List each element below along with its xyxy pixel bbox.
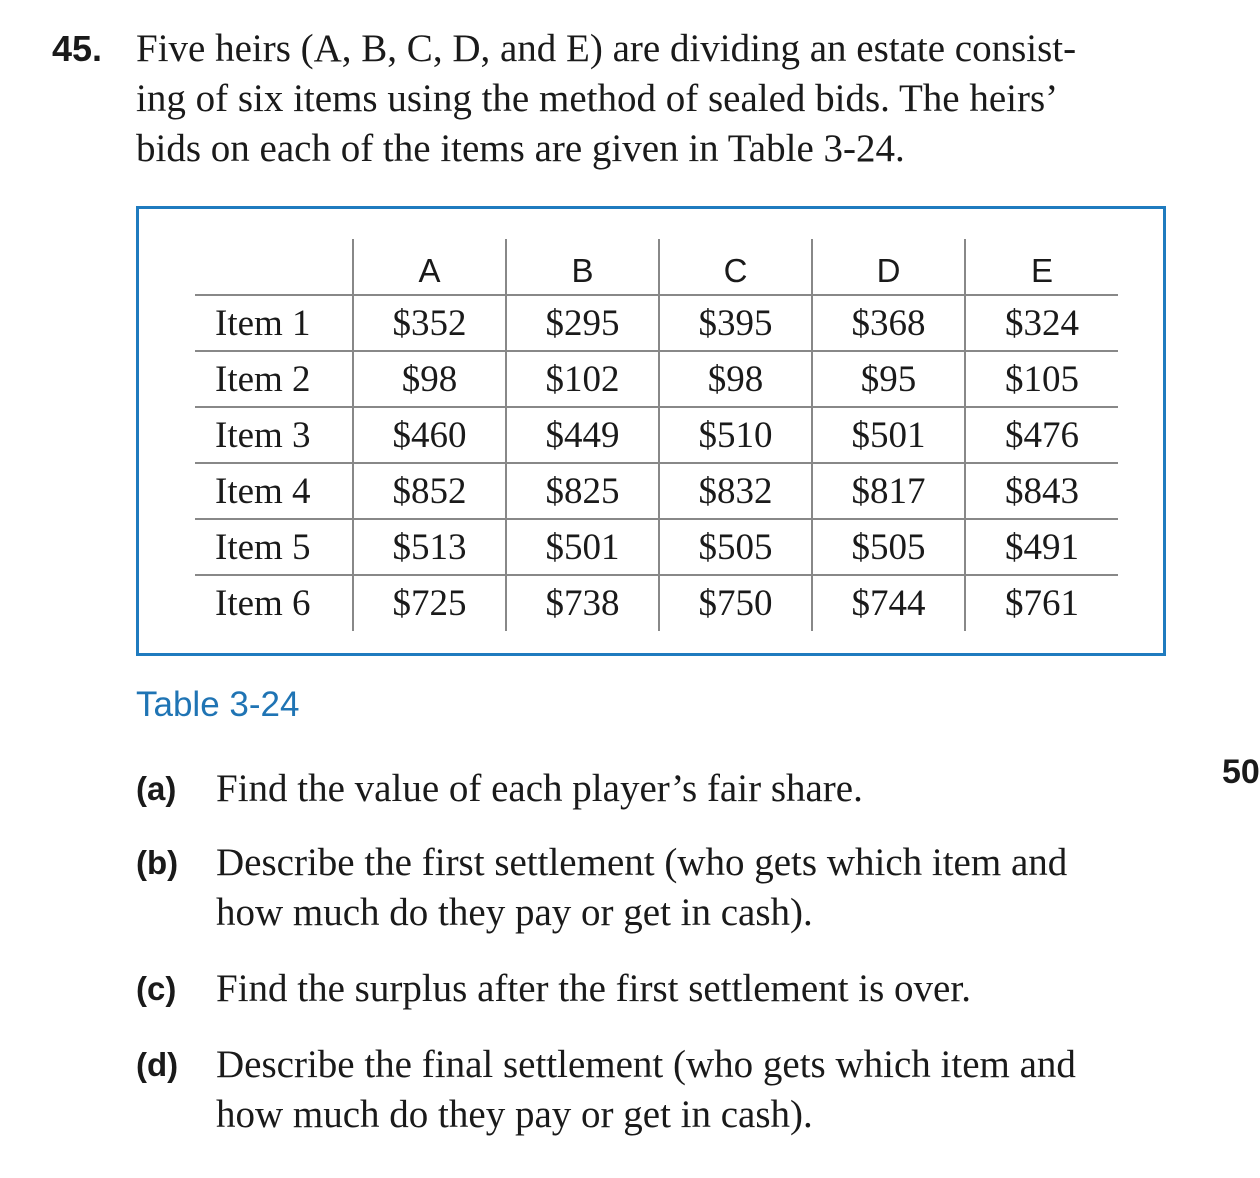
next-problem-number-clipped: 50	[1222, 753, 1260, 791]
part-text-line: Describe the final settlement (who gets which item and	[216, 1043, 1076, 1086]
bid-cell: $725	[353, 575, 506, 631]
part-label: (d)	[136, 1046, 179, 1083]
row-label: Item 5	[195, 519, 353, 575]
bid-cell: $843	[965, 463, 1118, 519]
part-label: (c)	[136, 970, 177, 1007]
part-label: (b)	[136, 844, 179, 881]
part-text-line: Describe the first settlement (who gets which item and	[216, 841, 1068, 884]
table-caption: Table 3-24	[136, 685, 300, 724]
bid-cell: $102	[506, 351, 659, 407]
row-label: Item 4	[195, 463, 353, 519]
part-text-line: how much do they pay or get in cash).	[216, 891, 813, 934]
table-row	[195, 575, 1118, 631]
problem-statement-line: Five heirs (A, B, C, D, and E) are dividing an estate consist-	[136, 27, 1077, 70]
bid-cell: $750	[659, 575, 812, 631]
bid-cell: $98	[659, 351, 812, 407]
column-header-b: B	[506, 239, 659, 295]
column-header-a: A	[353, 239, 506, 295]
bid-cell: $817	[812, 463, 965, 519]
part-text-line: Find the surplus after the first settlement is over.	[216, 967, 971, 1010]
bid-cell: $98	[353, 351, 506, 407]
bids-table-frame	[136, 206, 1166, 656]
bid-cell: $852	[353, 463, 506, 519]
part-label: (a)	[136, 770, 177, 807]
bid-cell: $505	[659, 519, 812, 575]
table-corner-cell	[195, 239, 353, 295]
problem-number: 45.	[52, 28, 103, 69]
bid-cell: $295	[506, 295, 659, 351]
bid-cell: $738	[506, 575, 659, 631]
row-label: Item 2	[195, 351, 353, 407]
bid-cell: $744	[812, 575, 965, 631]
bid-cell: $505	[812, 519, 965, 575]
bid-cell: $352	[353, 295, 506, 351]
part-text	[216, 838, 1196, 938]
row-label: Item 6	[215, 583, 311, 624]
bid-cell: $449	[506, 407, 659, 463]
bid-cell: $324	[965, 295, 1118, 351]
bid-cell: $395	[659, 295, 812, 351]
table-row	[195, 519, 1118, 575]
bid-cell: $832	[659, 463, 812, 519]
bid-cell: $510	[659, 407, 812, 463]
table-row	[195, 295, 1118, 351]
bid-cell: $476	[965, 407, 1118, 463]
bid-cell: $105	[965, 351, 1118, 407]
bid-cell: $460	[353, 407, 506, 463]
problem-statement-line: ing of six items using the method of sealed bids. The heirs’	[136, 77, 1059, 120]
table-row	[195, 463, 1118, 519]
part-text	[216, 1040, 1196, 1140]
part-text-line: how much do they pay or get in cash).	[216, 1093, 813, 1136]
bid-cell: $513	[353, 519, 506, 575]
table-row	[195, 407, 1118, 463]
column-header-e: E	[965, 239, 1118, 295]
problem-statement-line: bids on each of the items are given in Table 3-24.	[136, 127, 905, 170]
part-text	[216, 964, 1196, 1014]
table-row	[195, 351, 1118, 407]
column-header-d: D	[812, 239, 965, 295]
table-header-row	[195, 239, 1118, 295]
bid-cell: $761	[965, 575, 1118, 631]
column-header-c: C	[659, 239, 812, 295]
row-label: Item 3	[195, 407, 353, 463]
part-text	[216, 764, 1196, 814]
bid-cell: $491	[965, 519, 1118, 575]
bid-cell: $501	[506, 519, 659, 575]
problem-statement	[136, 24, 1196, 174]
bid-cell: $501	[812, 407, 965, 463]
bid-cell: $825	[506, 463, 659, 519]
part-text-line: Find the value of each player’s fair share.	[216, 767, 863, 810]
bid-cell: $368	[812, 295, 965, 351]
row-label: Item 1	[195, 295, 353, 351]
bids-table	[195, 239, 1118, 631]
bid-cell: $95	[812, 351, 965, 407]
